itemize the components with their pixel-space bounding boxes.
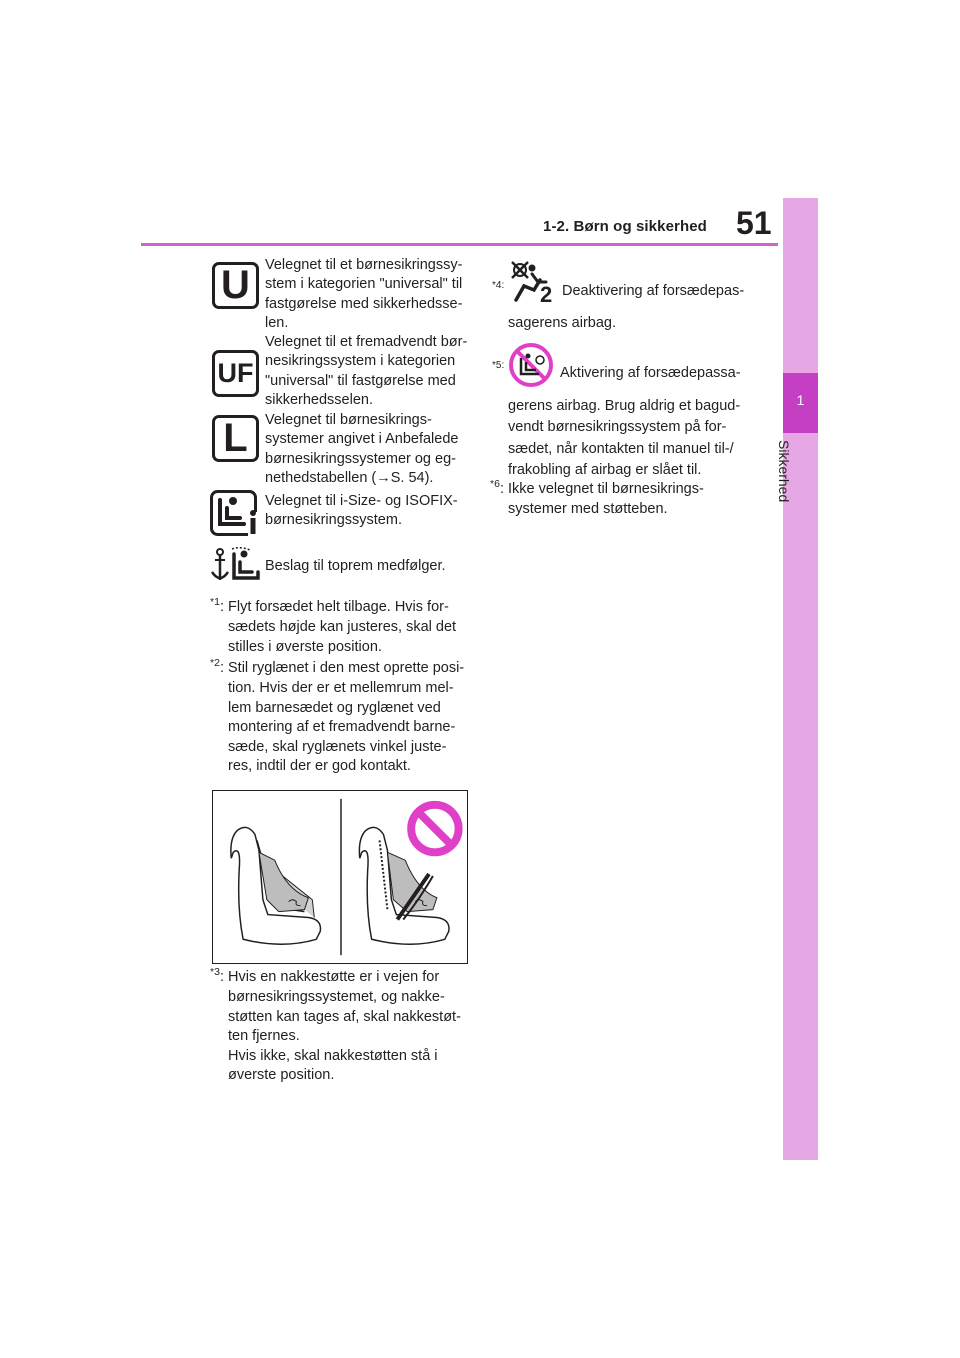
airbag-activation-icon [506, 342, 556, 388]
footnote-3-text: Hvis en nakkestøtte er i vejen for børnesikringssystemet, og nakke- støtten kan tages af, skal nakkestøt- ten fjernes. Hvis ikke, skal nakkestøtten stå i øverste position. [228, 969, 461, 1084]
footnote-6: $^{*6}$: Ikke velegnet til børnesikrings- systemer med støtteben. [490, 478, 704, 518]
footnote-4-cont: sagerens airbag. [508, 315, 617, 331]
footnote-4-mark-wrap: *4: [492, 280, 505, 291]
footnote-2-mark: *2 [210, 657, 220, 669]
footnote-2: $^{*2}$: Stil ryglænet i den mest oprette posi- tion. Hvis der er et mellemrum mel- lem barnesædet og ryglænet ved montering af et fremadvendt barne- sæde, skal ryglænets vinkel juste- res, indtil der er god kontakt. [210, 657, 465, 775]
prohibited-icon [411, 805, 458, 852]
footnote-5-mark: *5 [492, 360, 502, 371]
header-rule [141, 243, 778, 246]
footnote-4-mark: *4 [492, 280, 502, 291]
universal-u-icon: U [212, 262, 259, 309]
footnote-3: $^{*3}$: Hvis en nakkestøtte er i vejen for børnesikringssystemet, og nakke- støtten kan tages af, skal nakkestøt- ten fjernes. Hvis ikke, skal nakkestøtten stå i øverste position. [210, 966, 461, 1084]
footnote-4-lead: Deaktivering af forsædepas- [562, 283, 745, 299]
isofix-child-seat-icon [210, 490, 260, 538]
footnote-1-text: Flyt forsædet helt tilbage. Hvis for- sædets højde kan justeres, skal det stilles i øverste position. [228, 599, 457, 655]
correct-seat-drawing [231, 827, 321, 944]
footnote-6-mark: *6 [490, 478, 500, 490]
symbol-uf-description: Velegnet til et fremadvendt bør- nesikringssystem i kategorien "universal" til fastgørelse med sikkerhedsselen. [265, 334, 468, 409]
incorrect-seat-drawing [359, 827, 449, 944]
symbol-l-description: Velegnet til børnesikrings- systemer angivet i Anbefalede børnesikringssystemer og eg- nethedstabellen (→S. 54). [265, 412, 459, 487]
footnote-5-cont: gerens airbag. Brug aldrig et bagud- vendt børnesikringssystem på for- sædet, når kontakten til manuel til-/ frakobling af airbag er slået til. [508, 398, 741, 478]
universal-forward-uf-icon: UF [212, 350, 259, 397]
symbol-u-description: Velegnet til et børnesikringssy- stem i kategorien "universal" til fastgørelse med sikkerhedsse- len. [265, 257, 463, 332]
airbag-deactivation-icon [508, 260, 560, 304]
chapter-label [776, 440, 814, 520]
footnote-5-mark-wrap: *5: [492, 360, 505, 371]
footnote-5-lead: Aktivering af forsædepassa- [560, 365, 741, 381]
listed-l-icon: L [212, 415, 259, 462]
top-tether-anchor-icon [210, 546, 262, 586]
footnote-6-text: Ikke velegnet til børnesikrings- systemer med støtteben. [508, 481, 704, 518]
footnote-1: $^{*1}$: Flyt forsædet helt tilbage. Hvis for- sædets højde kan justeres, skal det stilles i øverste position. [210, 596, 457, 655]
page-number: 51 [736, 205, 772, 241]
footnote-2-text: Stil ryglænet i den mest oprette posi- tion. Hvis der er et mellemrum mel- lem barnesædet og ryglænet ved montering af et fremadvendt barne- sæde, skal ryglænets vinkel juste- res, indtil der er god kontakt. [228, 660, 465, 775]
footnote-1-mark: *1 [210, 596, 220, 608]
footnote-3-mark: *3 [210, 966, 220, 978]
svg-text:2: 2 [540, 282, 553, 304]
symbol-isofix-description: Velegnet til i-Size- og ISOFIX- børnesikringssystem. [265, 493, 458, 529]
chapter-label-text: Sikkerhed [776, 440, 792, 503]
section-title: 1-2. Børn og sikkerhed [543, 218, 707, 235]
chapter-side-tab [783, 198, 818, 1160]
seat-adjustment-illustration [212, 790, 468, 964]
chapter-number: 1 [796, 392, 805, 408]
symbol-tether-description: Beslag til toprem medfølger. [265, 558, 446, 574]
